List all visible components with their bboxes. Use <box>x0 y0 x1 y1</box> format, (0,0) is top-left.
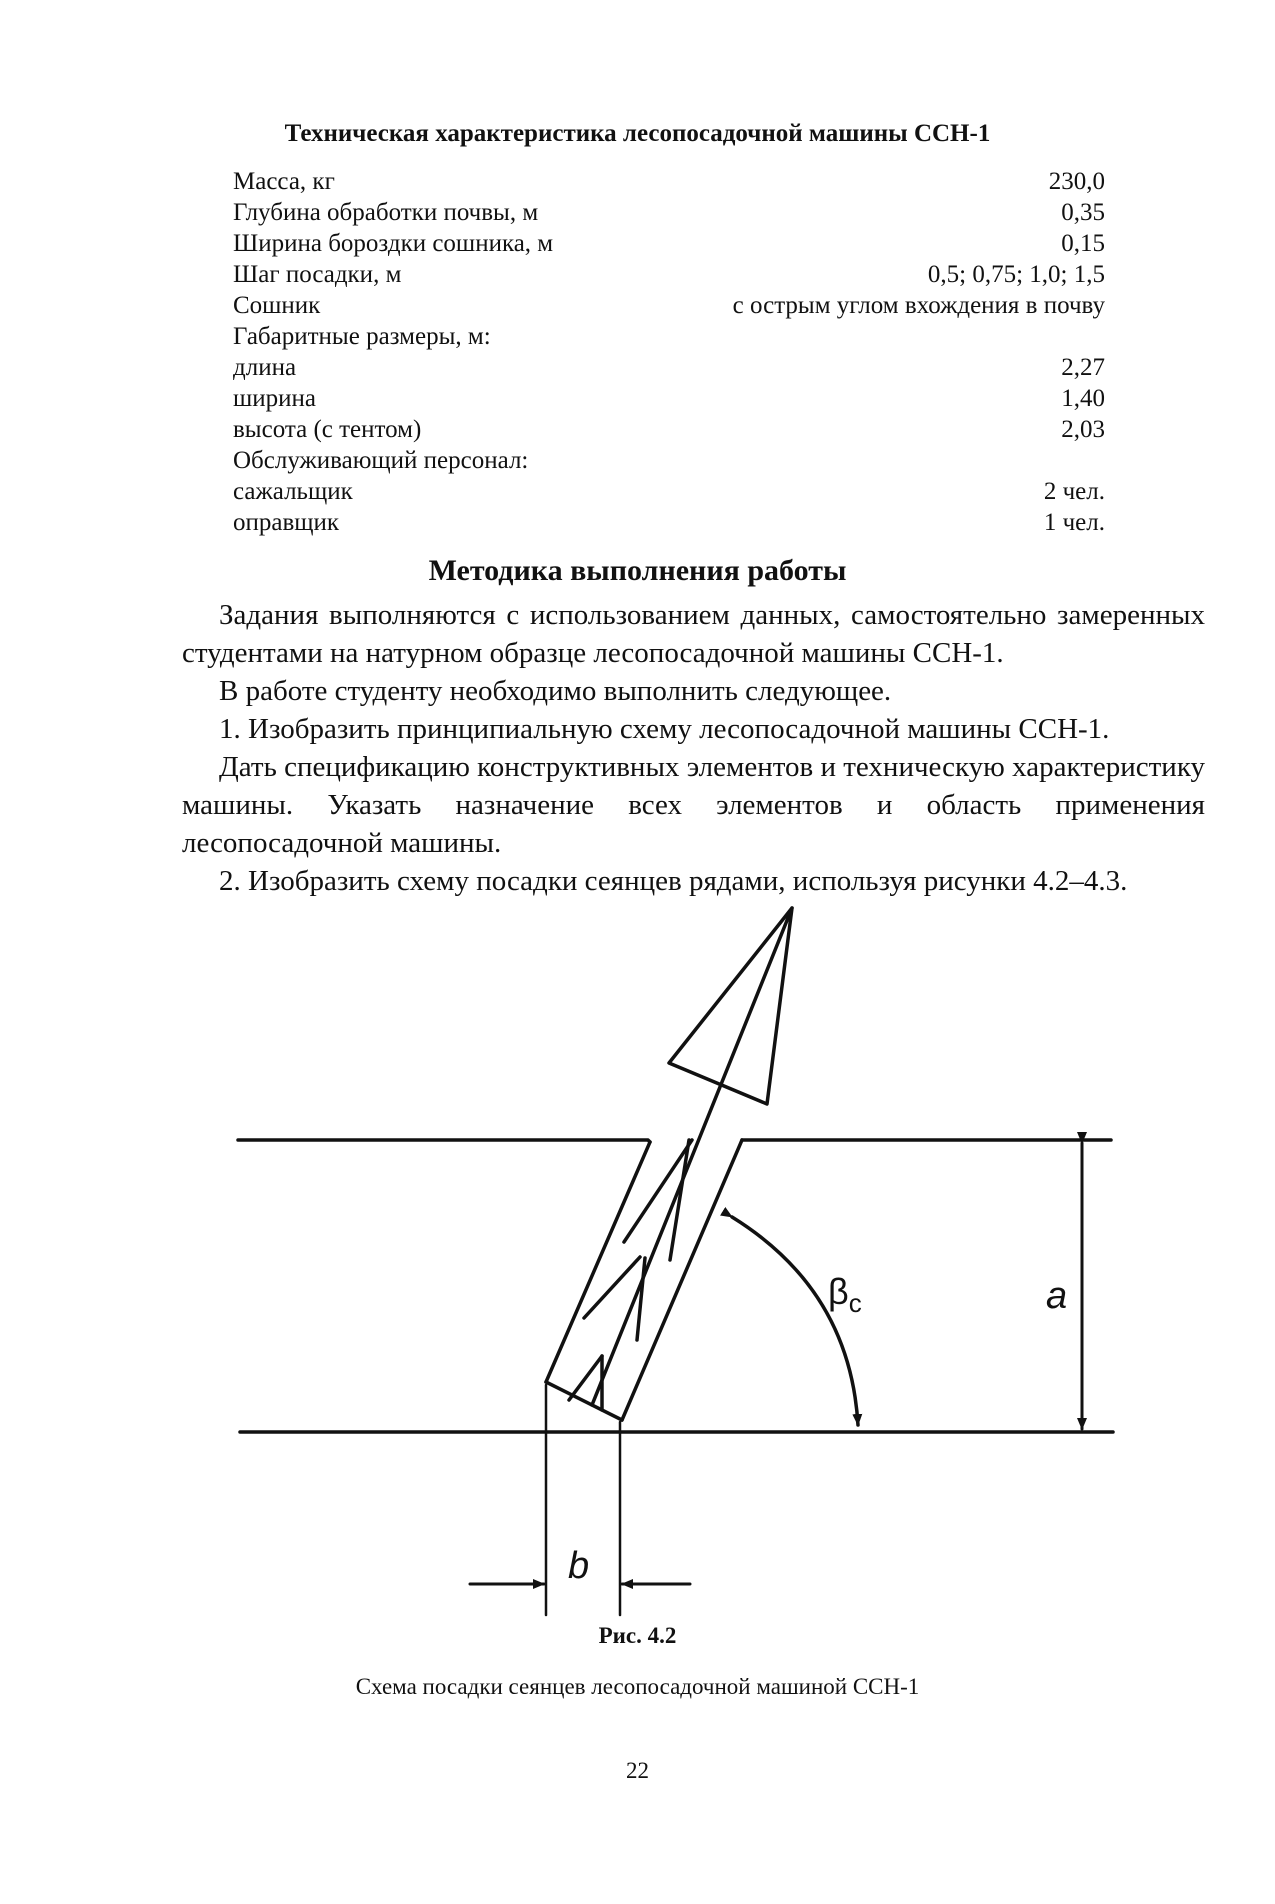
spec-label: сажальщик <box>233 478 353 505</box>
dimension-b-label: b <box>568 1545 590 1587</box>
spec-label: Масса, кг <box>233 168 335 195</box>
spec-label: Габаритные размеры, м: <box>233 323 491 350</box>
spec-label: высота (с тентом) <box>233 416 422 443</box>
spec-label: Сошник <box>233 292 321 319</box>
spec-label: ширина <box>233 385 316 412</box>
spec-value: 0,5; 0,75; 1,0; 1,5 <box>927 261 1105 288</box>
spec-value: 2,03 <box>1061 416 1105 443</box>
spec-value: 2,27 <box>1061 354 1105 381</box>
spec-label: Глубина обработки почвы, м <box>233 199 539 226</box>
paragraph: 2. Изобразить схему посадки сеянцев рядами, используя рисунки 4.2–4.3. <box>219 865 1128 897</box>
figure-caption: Схема посадки сеянцев лесопосадочной машиной ССН-1 <box>355 1674 920 1699</box>
spec-value: 0,15 <box>1061 230 1105 257</box>
seedling-crown <box>669 908 792 1104</box>
paragraph: 1. Изобразить принципиальную схему лесопосадочной машины ССН-1. <box>219 713 1110 745</box>
spec-value: 1,40 <box>1061 385 1105 412</box>
spec-value: 0,35 <box>1061 199 1105 226</box>
angle-arc <box>732 1217 858 1425</box>
page-number: 22 <box>626 1758 649 1783</box>
soil-surface-top <box>238 1140 650 1142</box>
spec-label: длина <box>233 354 297 381</box>
paragraph: Дать спецификацию конструктивных элементов и техническую характеристику машины. Указать назначение всех элементов и область применения лесопосадочной машины. <box>182 751 1205 859</box>
spec-value: 2 чел. <box>1043 478 1105 505</box>
angle-label: $\beta_c$ <box>828 1271 862 1318</box>
spec-label: Обслуживающий персонал: <box>233 447 529 474</box>
dimension-a-label: a <box>1046 1275 1068 1317</box>
seedling-root <box>637 1258 645 1340</box>
spec-value: с острым углом вхождения в почву <box>732 292 1105 319</box>
spec-title: Техническая характеристика лесопосадочной машины ССН-1 <box>284 120 991 147</box>
paragraph: Задания выполняются с использованием данных, самостоятельно замеренных студентами на натурном образце лесопосадочной машины ССН-1. <box>182 599 1205 669</box>
spec-label: Шаг посадки, м <box>233 261 402 288</box>
spec-value: 1 чел. <box>1043 509 1105 536</box>
seedling-stem <box>592 908 792 1405</box>
paragraph: В работе студенту необходимо выполнить следующее. <box>219 675 892 707</box>
spec-label: Ширина бороздки сошника, м <box>233 230 554 257</box>
section-title: Методика выполнения работы <box>428 554 847 587</box>
spec-value: 230,0 <box>1048 168 1105 195</box>
spec-label: оправщик <box>233 509 340 536</box>
coulter-tip <box>546 1382 622 1420</box>
figure-number: Рис. 4.2 <box>598 1623 677 1648</box>
